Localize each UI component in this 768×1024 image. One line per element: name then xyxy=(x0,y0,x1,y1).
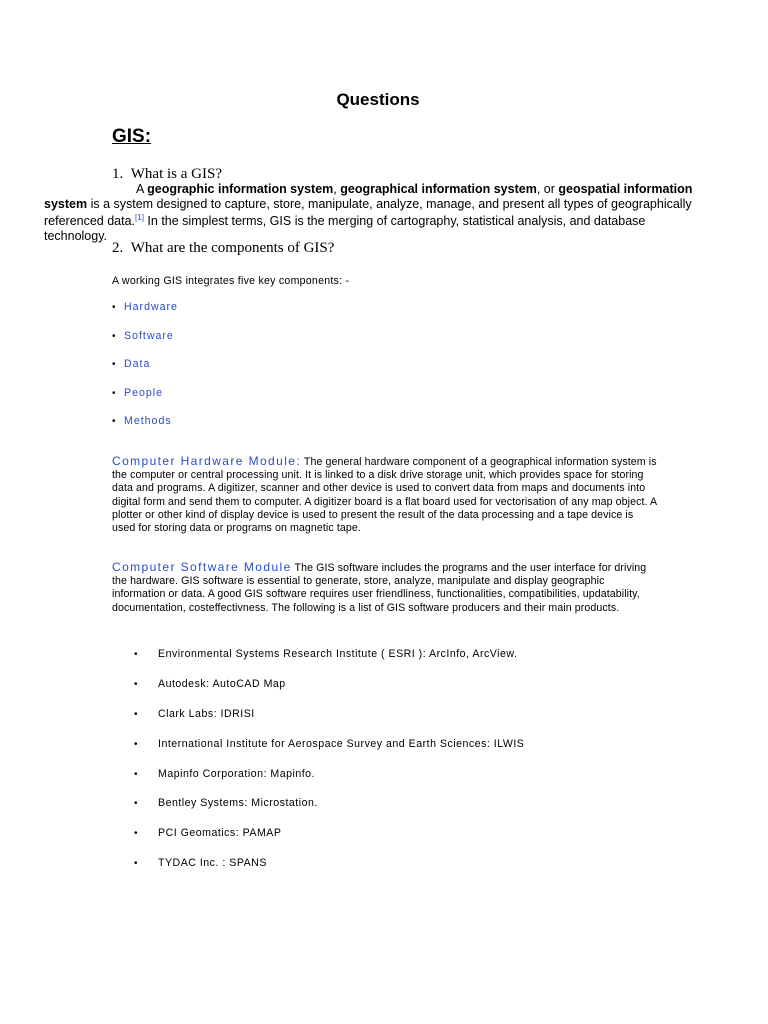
bullet-icon: • xyxy=(112,416,116,427)
hardware-module-paragraph xyxy=(112,455,657,535)
answer-term: geospatial information system xyxy=(44,182,693,211)
paragraph-text: The general hardware component of a geographical information system is the computer or central processing unit. It is linked to a disk drive storage unit, which provides space for storing data and programs. A digitizer, scanner and other device is used to convert data from maps and documents into digital form and send them to computer. A digitizer board is a flat board used for vectorisation of any map object. A plotter or other kind of display device is used to present the result of the data processing and a tape device is used for storing data or programs on magnetic tape. xyxy=(112,456,657,535)
page-title: Questions xyxy=(336,90,420,109)
list-item xyxy=(134,708,524,738)
producer-text: TYDAC Inc. : SPANS xyxy=(158,857,267,870)
section-heading: GIS: xyxy=(112,126,152,147)
bullet-icon: • xyxy=(134,649,138,660)
bullet-icon: • xyxy=(112,387,116,399)
producer-text: PCI Geomatics: PAMAP xyxy=(158,827,282,840)
list-item xyxy=(112,358,178,387)
bullet-icon: • xyxy=(134,768,138,780)
list-item xyxy=(134,857,524,887)
producer-text: International Institute for Aerospace Survey and Earth Sciences: ILWIS xyxy=(158,737,525,750)
citation-link[interactable]: [1] xyxy=(135,213,144,223)
answer-1 xyxy=(44,182,694,244)
component-link[interactable]: Software xyxy=(124,329,174,342)
question-text: What are the components of GIS? xyxy=(130,240,335,256)
bullet-icon: • xyxy=(134,708,138,720)
producer-text: Clark Labs: IDRISI xyxy=(158,707,255,720)
answer-text: is a system designed to capture, store, manipulate, analyze, manage, and present all types of geographically referenced data. xyxy=(44,196,692,229)
list-item xyxy=(112,415,178,444)
bullet-icon: • xyxy=(134,798,138,810)
question-2 xyxy=(112,240,334,257)
bullet-icon: • xyxy=(112,330,116,342)
software-module-paragraph xyxy=(112,561,657,615)
component-link[interactable]: People xyxy=(124,386,163,399)
producer-text: Environmental Systems Research Institute ( ESRI ): ArcInfo, ArcView. xyxy=(158,648,518,660)
components-list xyxy=(112,301,178,444)
list-item xyxy=(134,678,524,708)
list-item xyxy=(134,827,524,857)
list-item xyxy=(134,768,524,798)
bullet-icon: • xyxy=(134,828,138,840)
question-1 xyxy=(112,166,222,183)
answer-separator: , xyxy=(333,182,341,196)
answer-separator: , or xyxy=(536,182,559,196)
component-link[interactable]: Methods xyxy=(124,415,172,427)
answer-prefix: A xyxy=(136,182,148,196)
list-item xyxy=(134,738,524,768)
producer-text: Mapinfo Corporation: Mapinfo. xyxy=(158,767,316,780)
hardware-module-heading: Computer Hardware Module: xyxy=(112,454,302,468)
bullet-icon: • xyxy=(112,359,116,370)
bullet-icon: • xyxy=(134,858,138,870)
list-item xyxy=(112,330,178,359)
software-module-heading: Computer Software Module xyxy=(112,560,292,574)
answer-term: geographical information system xyxy=(340,182,537,196)
question-text: What is a GIS? xyxy=(130,166,222,182)
list-item xyxy=(134,797,524,827)
bullet-icon: • xyxy=(112,302,116,313)
producer-text: Autodesk: AutoCAD Map xyxy=(158,677,286,690)
answer-term: geographic information system xyxy=(147,182,334,196)
component-link[interactable]: Data xyxy=(124,358,151,370)
component-link[interactable]: Hardware xyxy=(124,301,178,313)
producer-text: Bentley Systems: Microstation. xyxy=(158,797,318,810)
question-number: 2. xyxy=(112,240,124,256)
list-item xyxy=(112,387,178,416)
paragraph-text: The GIS software includes the programs and the user interface for driving the hardware. GIS software is essential to generate, store, analyze, manipulate and display geographic information or data. A good GIS software requires user friendliness, functionalities, compatibilities, updatability, documentation, costeffectivness. The following is a list of GIS software producers and their main products. xyxy=(112,562,647,614)
list-item xyxy=(134,648,524,678)
list-item xyxy=(112,301,178,330)
software-producers-list xyxy=(134,648,524,887)
question-number: 1. xyxy=(112,166,124,182)
bullet-icon: • xyxy=(134,678,138,690)
bullet-icon: • xyxy=(134,738,138,750)
components-intro: A working GIS integrates five key components: - xyxy=(112,275,350,287)
answer-text: In the simplest terms, GIS is the merging of cartography, statistical analysis, and database technology. xyxy=(44,214,646,243)
